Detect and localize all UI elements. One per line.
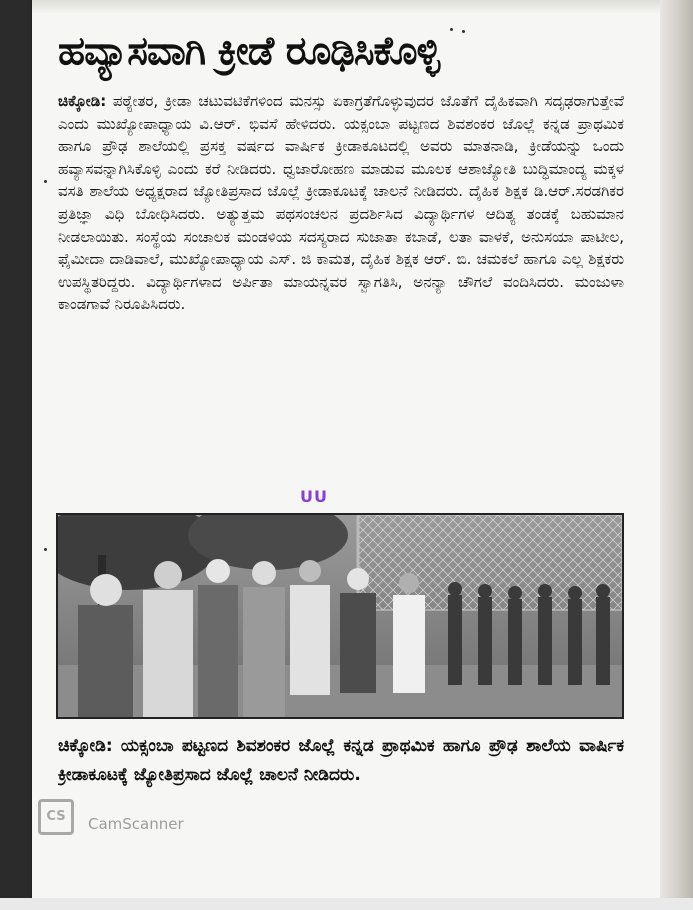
caption-dateline: ಚಿಕ್ಕೋಡಿ: [58, 736, 113, 756]
camscanner-logo-icon: CS [38, 799, 74, 835]
scan-bottom-edge [0, 898, 693, 910]
caption-text: ಯಕ್ಸಂಬಾ ಪಟ್ಟಣದ ಶಿವಶಂಕರ ಜೊಲ್ಲೆ ಕನ್ನಡ ಪ್ರಾಥಮಿಕ ಹಾಗೂ ಪ್ರೌಢ ಶಾಲೆಯ ವಾರ್ಷಿಕ ಕ್ರೀಡಾಕೂಟಕ್ಕೆ ಜ್ಯೋತಿಪ್ರಸಾದ ಜೊಲ್ಲೆ ಚಾಲನೆ ನೀಡಿದರು. [58, 736, 624, 785]
article-dateline: ಚಿಕ್ಕೋಡಿ: [58, 92, 107, 110]
sports-event-photo-illustration [58, 515, 622, 717]
print-speck [44, 548, 47, 551]
print-speck [44, 180, 47, 183]
handwritten-annotation: UU [300, 487, 328, 506]
scan-edge [32, 0, 660, 14]
headline: ಹವ್ಯಾಸವಾಗಿ ಕ್ರೀಡೆ ರೂಢಿಸಿಕೊಳ್ಳಿ [58, 29, 440, 74]
news-photo [56, 513, 624, 719]
camscanner-label: CamScanner [88, 815, 184, 833]
scan-background-edge [660, 0, 693, 898]
article-text: ಪಠ್ಯೇತರ, ಕ್ರೀಡಾ ಚಟುವಟಿಕೆಗಳಿಂದ ಮನಸ್ಸು ಏಕಾಗ್ರತೆಗೊಳ್ಳುವುದರ ಜೊತೆಗೆ ದೈಹಿಕವಾಗಿ ಸದೃಢರಾಗುತ್ತೇವೆ ಎಂದು ಮುಖ್ಯೋಪಾಧ್ಯಾಯ ವಿ.ಆರ್. ಭಿವಸೆ ಹೇಳಿದರು. ಯಕ್ಸಂಬಾ ಪಟ್ಟಣದ ಶಿವಶಂಕರ ಜೊಲ್ಲೆ ಕನ್ನಡ ಪ್ರಾಥಮಿಕ ಹಾಗೂ ಪ್ರೌಢ ಶಾಲೆಯಲ್ಲಿ ಪ್ರಸಕ್ತ ವರ್ಷದ ವಾರ್ಷಿಕ ಕ್ರೀಡಾಕೂಟದಲ್ಲಿ ಅವರು ಮಾತನಾಡಿ, ಕ್ರೀಡೆಯನ್ನು ಒಂದು ಹವ್ಯಾಸವನ್ನಾಗಿಸಿಕೊಳ್ಳಿ ಎಂದು ಕರೆ ನೀಡಿದರು. ಧ್ವಜಾರೋಹಣ ಮಾಡುವ ಮೂಲಕ ಆಶಾಜ್ಯೋತಿ ಬುದ್ಧಿಮಾಂದ್ಯ ಮಕ್ಕಳ ವಸತಿ ಶಾಲೆಯ ಅಧ್ಯಕ್ಷರಾದ ಜ್ಯೋತಿಪ್ರಸಾದ ಜೊಲ್ಲೆ ಕ್ರೀಡಾಕೂಟಕ್ಕೆ ಚಾಲನೆ ನೀಡಿದರು. ದೈಹಿಕ ಶಿಕ್ಷಕ ಡಿ.ಆರ್.ಸರಡಗಿಕರ ಪ್ರತಿಜ್ಞಾ ವಿಧಿ ಬೋಧಿಸಿದರು. ಅತ್ಯುತ್ತಮ ಪಥಸಂಚಲನ ಪ್ರದರ್ಶಿಸಿದ ವಿದ್ಯಾರ್ಥಿಗಳ ಆದಿತ್ಯ ತಂಡಕ್ಕೆ ಬಹುಮಾನ ನೀಡಲಾಯಿತು. ಸಂಸ್ಥೆಯ ಸಂಚಾಲಕ ಮಂಡಳಿಯ ಸದಸ್ಯರಾದ ಸುಜಾತಾ ಕಬಾಡೆ, ಲತಾ ವಾಳಕೆ, ಅನುಸಯಾ ಪಾಟೀಲ, ಫೈಮೀದಾ ದಾಡಿವಾಲೆ, ಮುಖ್ಯೋಪಾಧ್ಯಾಯ ಎಸ್. ಜಿ ಕಾಮತ, ದೈಹಿಕ ಶಿಕ್ಷಕ ಆರ್. ಬಿ. ಚಮಕಲೆ ಹಾಗೂ ಎಲ್ಲ ಶಿಕ್ಷಕರು ಉಪಸ್ಥಿತರಿದ್ದರು. ವಿದ್ಯಾರ್ಥಿಗಳಾದ ಅರ್ಪಿತಾ ಮಾಯನ್ನವರ ಸ್ವಾಗತಿಸಿ, ಅನನ್ಯಾ ಚೌಗಲೆ ವಂದಿಸಿದರು. ಮಂಜುಳಾ ಕಾಂಡಗಾವೆ ನಿರೂಪಿಸಿದರು. [58, 92, 624, 314]
article-body [58, 90, 624, 500]
camscanner-watermark [38, 797, 218, 839]
